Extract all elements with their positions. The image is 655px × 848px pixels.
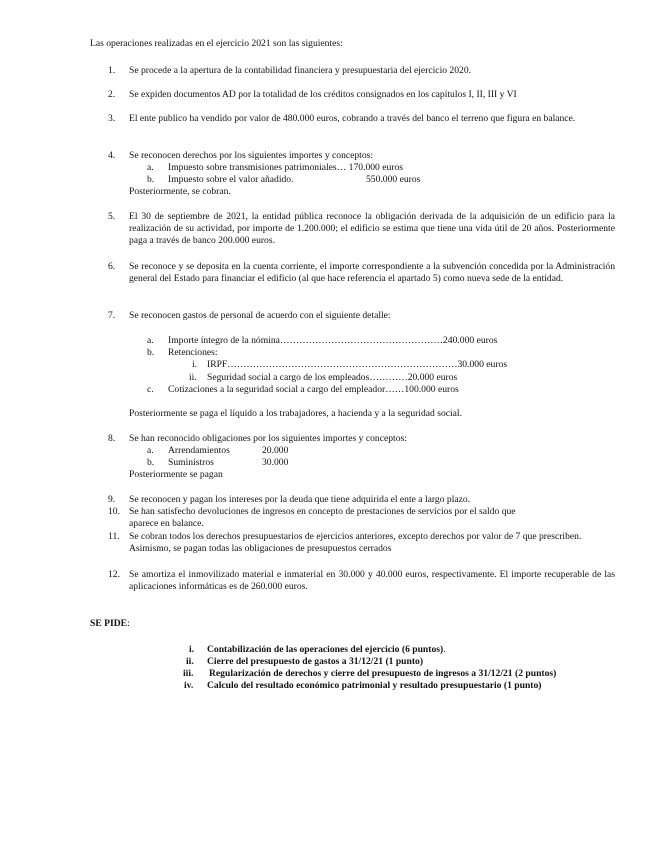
item-number: 2. — [108, 89, 116, 100]
item-text: Se procede a la apertura de la contabilidad financiera y presupuestaria del ejercicio 2020. — [129, 65, 472, 76]
sub-item-text: Arrendamientos — [168, 445, 230, 456]
se-pide-colon: : — [127, 618, 130, 629]
item-number: 10. — [108, 506, 120, 517]
item-text: Se amortiza el inmovilizado material e inmaterial en 30.000 y 40.000 euros, respectivamente. El importe recuperable de las aplicaciones informáticas es de 260.000 euros. — [129, 569, 615, 592]
sub-item-amount: 20.000 — [262, 445, 289, 456]
item-after-text: Posteriormente se pagan — [129, 469, 223, 480]
item-after-text: Posteriormente se paga el líquido a los trabajadores, a hacienda y a la seguridad social. — [129, 408, 462, 419]
item-text: Se reconoce y se deposita en la cuenta corriente, el importe correspondiente a la subvención concedida por la Administración general del Estado para financiar el edificio (al que hace referencia el apartado 5) como nueva sede de la entidad. — [129, 261, 615, 284]
item-number: 9. — [108, 494, 116, 505]
sub-item-text: Suministros — [168, 457, 214, 468]
se-pide-label: SE PIDE — [90, 618, 128, 629]
sub-item-text: Impuesto sobre el valor añadido. — [168, 174, 294, 185]
sub-letter: b. — [147, 457, 155, 468]
item-text: Se reconocen derechos por los siguientes importes y conceptos: — [129, 150, 374, 161]
sub-letter: a. — [147, 335, 154, 346]
task-number: ii. — [186, 656, 194, 667]
item-number: 8. — [108, 433, 116, 444]
sub-item-amount: 550.000 euros — [366, 174, 421, 185]
se-pide-heading — [90, 618, 130, 630]
sub-letter: c. — [147, 384, 154, 395]
item-number: 11. — [108, 531, 120, 542]
sub-letter: a. — [147, 162, 154, 173]
sub-item-text: Impuesto sobre transmisiones patrimoniales… 170.000 euros — [168, 162, 404, 173]
item-text: El 30 de septiembre de 2021, la entidad pública reconoce la obligación derivada de la adquisición de un edificio para la realización de su actividad, por importe de 1.200.000; el edificio se estima que tiene una vida útil de 20 años. Posteriormente paga a través de banco 200.000 euros. — [129, 211, 615, 246]
item-text: Se reconocen gastos de personal de acuerdo con el siguiente detalle: — [129, 310, 391, 321]
intro-text: Las operaciones realizadas en el ejercicio 2021 son las siguientes: — [90, 38, 343, 49]
item-text: El ente publico ha vendido por valor de 480.000 euros, cobrando a través del banco el terreno que figura en balance. — [129, 113, 576, 124]
sub-item-text: Cotizaciones a la seguridad social a cargo del empleador……100.000 euros — [168, 384, 459, 395]
sub-sub-item-text: IRPF………………………………………………………………30.000 euros — [207, 359, 508, 370]
sub-item-text: Importe íntegro de la nómina……………………………………………240.000 euros — [168, 335, 498, 346]
task-text: Cierre del presupuesto de gastos a 31/12/21 (1 punto) — [207, 656, 424, 667]
sub-letter: b. — [147, 174, 155, 185]
item-number: 5. — [108, 211, 116, 222]
item-after-text: Posteriormente, se cobran. — [129, 186, 231, 197]
task-text: Regularización de derechos y cierre del presupuesto de ingresos a 31/12/21 (2 puntos) — [209, 668, 557, 679]
item-number: 4. — [108, 150, 116, 161]
sub-sub-number: ii. — [189, 372, 197, 383]
item-text: Se reconocen y pagan los intereses por la deuda que tiene adquirida el ente a largo plazo. — [129, 494, 471, 505]
task-text — [207, 644, 446, 656]
item-text: Se cobran todos los derechos presupuestarios de ejercicios anteriores, excepto derechos por valor de 7 que prescriben. Asimismo, se pagan todas las obligaciones de presupuestos cerrados — [129, 531, 582, 554]
task-text-tail: . — [443, 644, 446, 655]
sub-letter: b. — [147, 347, 155, 358]
sub-item-text: Retenciones: — [168, 347, 218, 358]
item-text: Se expiden documentos AD por la totalidad de los créditos consignados en los capítulos I, II, III y VI — [129, 89, 517, 100]
sub-sub-number: i. — [192, 359, 198, 370]
item-number: 12. — [108, 569, 120, 580]
item-text: Se han reconocido obligaciones por los siguientes importes y conceptos: — [129, 433, 407, 444]
task-text-main: Contabilización de las operaciones del ejercicio (6 puntos) — [207, 644, 444, 655]
task-text: Calculo del resultado económico patrimonial y resultado presupuestario (1 punto) — [207, 680, 542, 691]
sub-letter: a. — [147, 445, 154, 456]
task-number: iii. — [183, 668, 194, 679]
item-number: 6. — [108, 261, 116, 272]
task-number: i. — [189, 644, 195, 655]
sub-sub-item-text: Seguridad social a cargo de los empleados…………20.000 euros — [207, 372, 458, 383]
task-number: iv. — [184, 680, 194, 691]
item-number: 7. — [108, 310, 116, 321]
item-number: 3. — [108, 113, 116, 124]
sub-item-amount: 30.000 — [262, 457, 289, 468]
item-text: Se han satisfecho devoluciones de ingresos en concepto de prestaciones de servicios por el saldo que aparece en balance. — [129, 506, 516, 529]
item-number: 1. — [108, 65, 116, 76]
